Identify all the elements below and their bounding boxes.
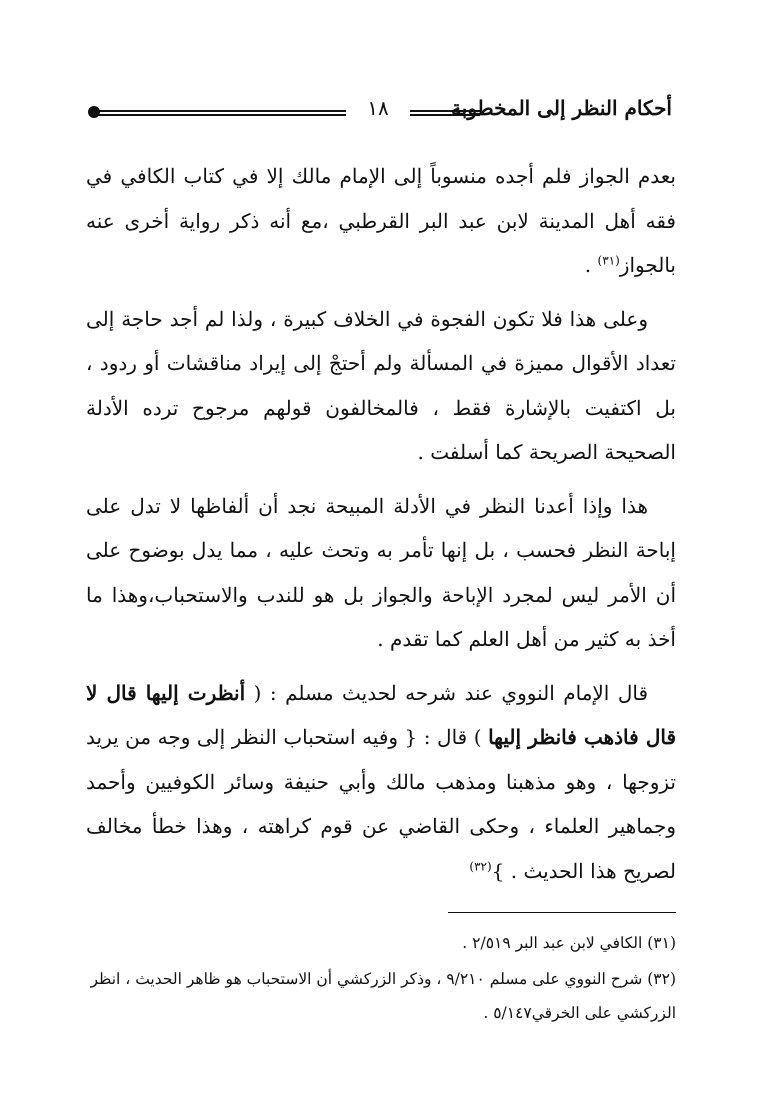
footnotes	[86, 926, 676, 1032]
footnote-ref-32: (٣٢)	[469, 858, 492, 873]
paragraph-4-lead: قال الإمام النووي عند شرحه لحديث مسلم : (	[245, 680, 649, 705]
footnote-31: (٣١) الكافي لابن عبد البر ٢/٥١٩ .	[462, 934, 676, 952]
running-title: أحكام النظر إلى المخطوبة	[451, 96, 672, 120]
paragraph-1-end: .	[584, 253, 598, 277]
body-text	[86, 154, 676, 902]
paragraph-4-text: ) قال : { وفيه استحباب النظر إلى وجه من يريد تزوجها ، وهو مذهبنا ومذهب مالك وأبي حنيفة وسائر الكوفيين وأحمد وجماهير العلماء ، وحكى القاضي عن قوم كراهته ، وهذا خطأ مخالف لصريح هذا الحديث . }	[86, 725, 676, 883]
paragraph-4	[86, 671, 676, 894]
footnote-32: (٣٢) شرح النووي على مسلم ٩/٢١٠ ، وذكر الزركشي أن الاستحباب هو ظاهر الحديث ، انظر الزركشي على الخرقي٥/١٤٧ .	[90, 970, 676, 1022]
hadith-quote: أنظرت إليها قال لا قال فاذهب فانظر إليها	[86, 680, 677, 749]
paragraph-1	[86, 154, 676, 288]
page-header	[88, 92, 672, 132]
header-rule-long	[96, 110, 346, 116]
page-number: ١٨	[367, 96, 389, 120]
paragraph-1-text: بعدم الجواز فلم أجده منسوباً إلى الإمام مالك إلا في كتاب الكافي في فقه أهل المدينة لابن عبد البر القرطبي ،مع أنه ذكر رواية أخرى عنه بالجواز	[86, 164, 676, 277]
paragraph-3: هذا وإذا أعدنا النظر في الأدلة المبيحة نجد أن ألفاظها لا تدل على إباحة النظر فحسب ، بل إنها تأمر به وتحث عليه ، مما يدل بوضوح على أن الأمر ليس لمجرد الإباحة والجواز بل هو للندب والاستحباب،وهذا ما أخذ به كثير من أهل العلم كما تقدم .	[86, 493, 676, 651]
footnote-ref-31: (٣١)	[597, 253, 620, 268]
paragraph-2: وعلى هذا فلا تكون الفجوة في الخلاف كبيرة ، ولذا لم أجد حاجة إلى تعداد الأقوال مميزة في المسألة ولم أحتجْ إلى إيراد مناقشات أو ردود ، بل اكتفيت بالإشارة فقط ، فالمخالفون قولهم مرجوح ترده الأدلة الصحيحة الصريحة كما أسلفت .	[86, 306, 676, 464]
footnote-separator	[448, 912, 676, 913]
